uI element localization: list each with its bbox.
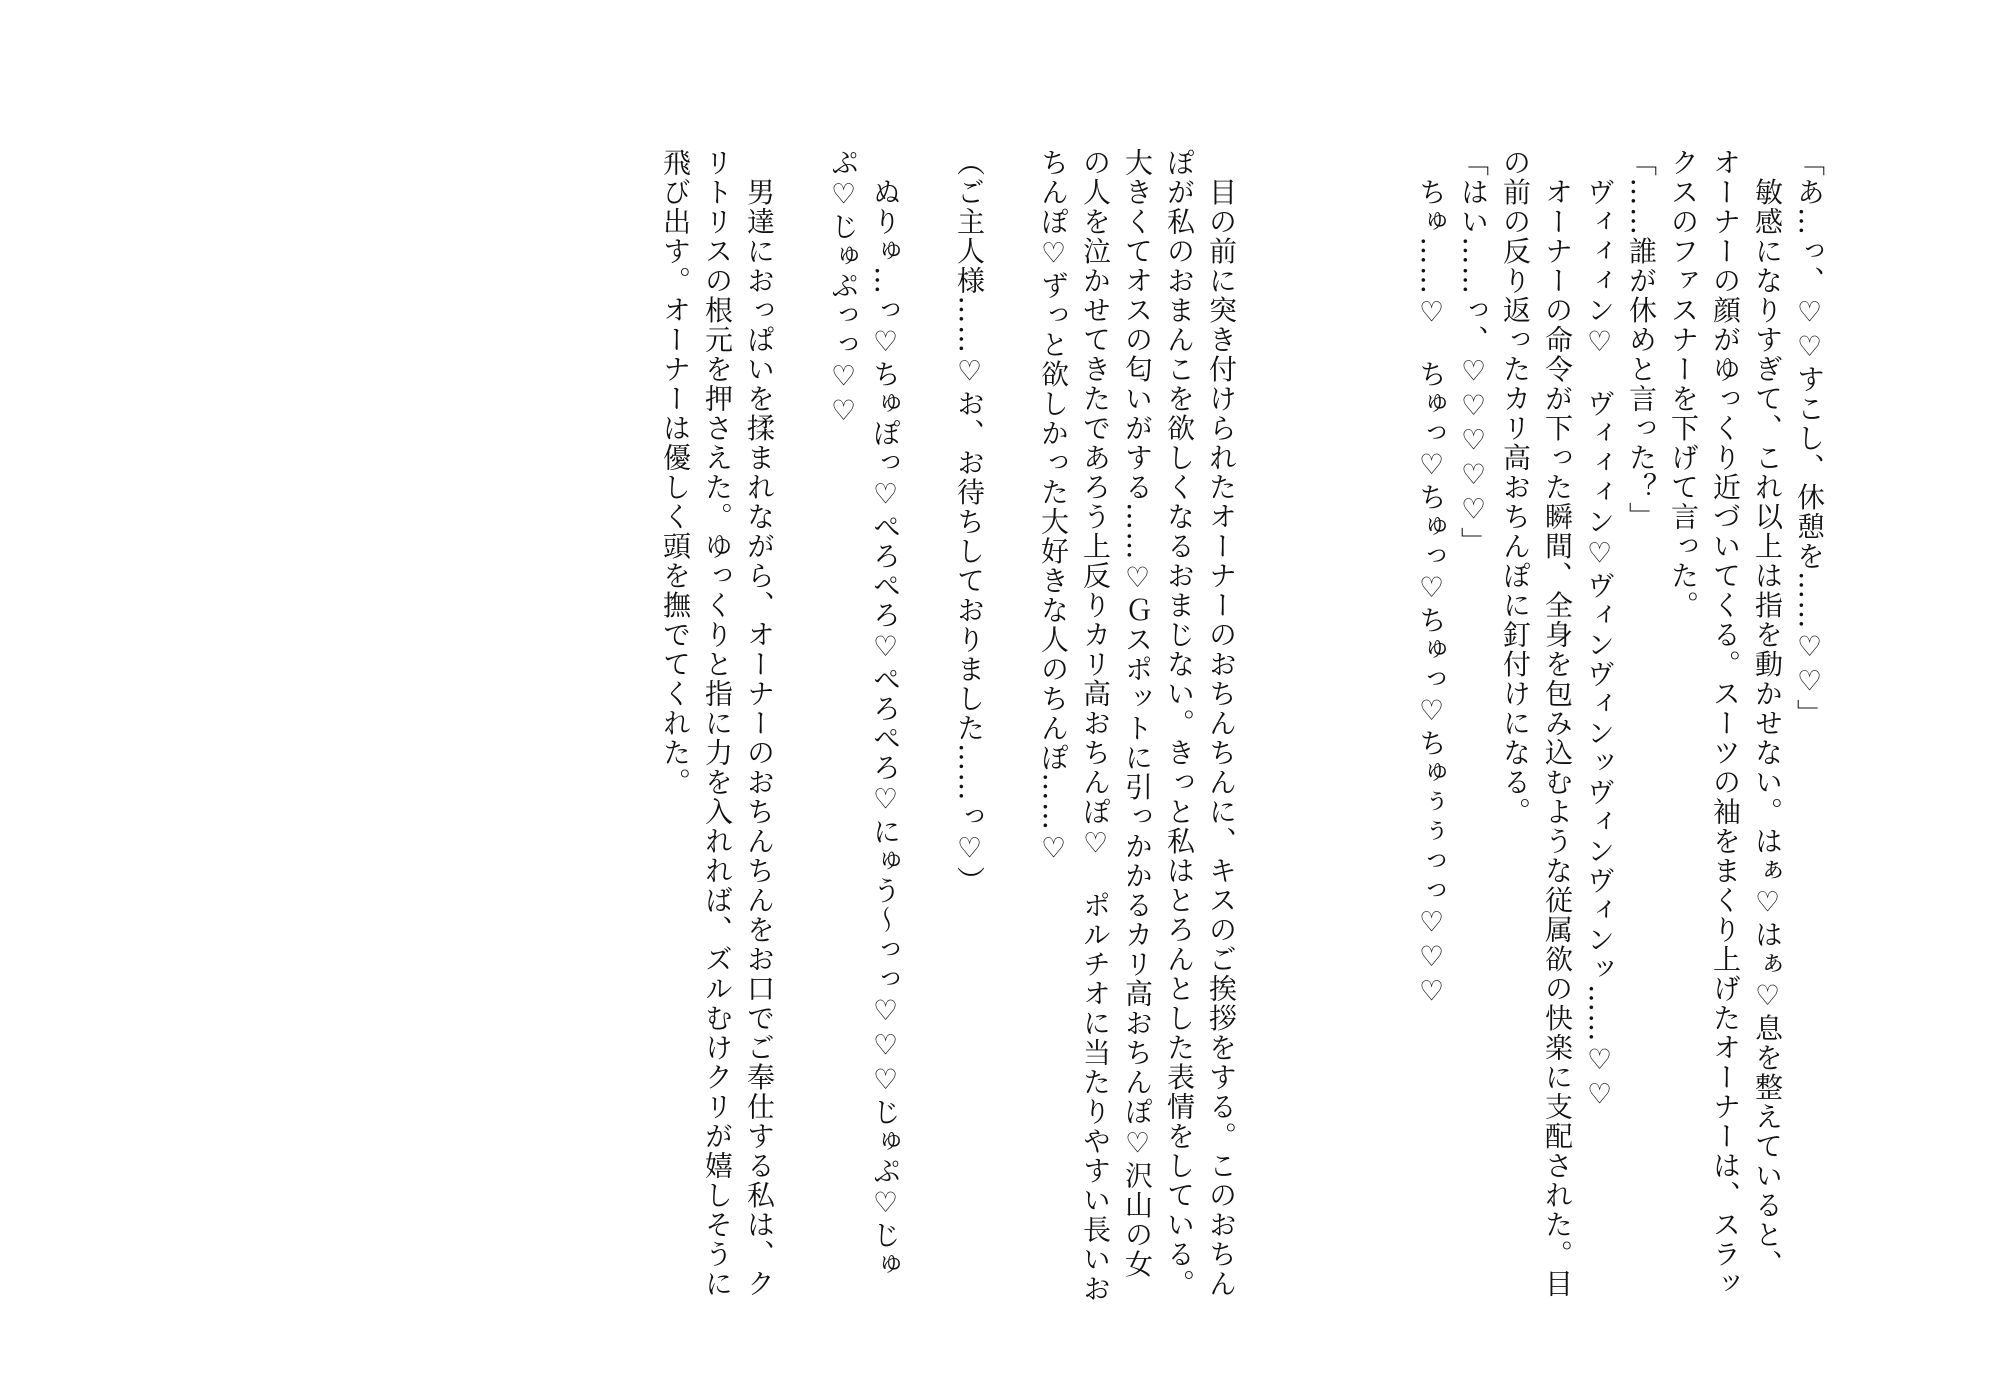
blank-line [1326, 148, 1368, 149]
blank-line [1242, 148, 1284, 149]
paragraph: 「はい……っ、♡♡♡♡♡」 [1457, 148, 1490, 557]
paragraph: ヴィィィン♡ ヴィィィン♡ヴィンヴィンッヴィンヴィンッ……♡♡ [1583, 148, 1616, 1112]
blank-line [990, 148, 1032, 149]
paragraph: ちゅ……♡ ちゅっ♡ちゅっ♡ちゅっ♡ちゅぅぅっっ♡♡♡ [1415, 148, 1448, 1009]
blank-line [1284, 148, 1326, 149]
paragraph: （ご主人様……♡お、お待ちしておりました……っ♡） [953, 148, 986, 896]
paragraph: ぬりゅ…っ♡ちゅぽっ♡ぺろぺろ♡ぺろぺろ♡にゅう～っっ♡♡♡じゅぷ♡じゅぷ♡じゅぷっっ♡♡ [827, 148, 902, 1280]
paragraph: 「あ…っ、♡♡すこし、休憩を……♡♡」 [1793, 148, 1826, 729]
blank-line [1368, 148, 1410, 149]
blank-line [780, 148, 822, 149]
paragraph: 男達におっぱいを揉まれながら、オーナーのおちんちんをお口でご奉仕する私は、クリトリスの根元を押さえた。ゆっくりと指に力を入れれば、ズルむけクリが嬉しそうに飛び出す。オーナーは優しく頭を撫でてくれた。 [659, 148, 776, 1299]
paragraph: 敏感になりすぎて、これ以上は指を動かせない。はぁ♡はぁ♡息を整えていると、オーナーの顔がゆっくり近づいてくる。スーツの袖をまくり上げたオーナーは、スラックスのファスナーを下げて言った。 [1667, 148, 1784, 1299]
paragraph: 目の前に突き付けられたオーナーのおちんちんに、キスのご挨拶をする。このおちんぽが私のおまんこを欲しくなるおまじない。きっと私はとろんとした表情をしている。大きくてオスの匂いがする……♡Ｇスポットに引っかかるカリ高おちんぽ♡沢山の女の人を泣かせてきたであろう上反りカリ高おちんぽ♡ ポルチオに当たりやすい長いおちんぽ♡ずっと欲しかった大好きな人のちんぽ……♡ [1037, 148, 1238, 1304]
paragraph: 「……誰が休めと言った？」 [1625, 148, 1658, 532]
vertical-text-block [654, 148, 1830, 1308]
paragraph: オーナーの命令が下った瞬間、全身を包み込むような従属欲の快楽に支配された。目の前の反り返ったカリ高おちんぽに釘付けになる。 [1499, 148, 1574, 1299]
blank-line [906, 148, 948, 149]
